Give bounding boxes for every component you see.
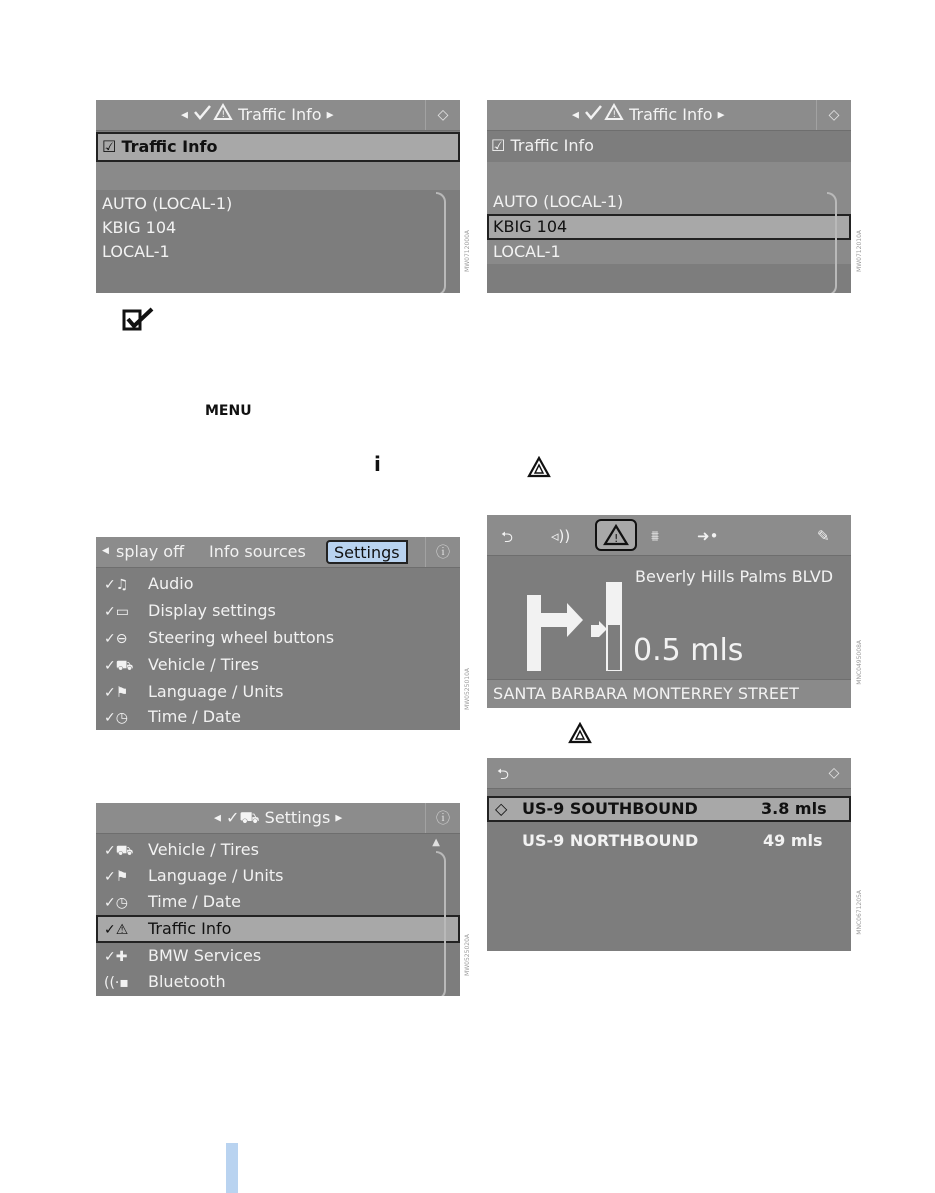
clock-icon: ✓◷ bbox=[104, 895, 128, 911]
menu-item-language-units[interactable] bbox=[96, 863, 460, 889]
left-arrow-icon[interactable]: ◀ bbox=[181, 110, 188, 121]
menu-item-label: Display settings bbox=[148, 601, 276, 620]
separator-band bbox=[487, 162, 851, 190]
guidance-toolbar bbox=[487, 515, 851, 556]
menu-item-language-units[interactable] bbox=[96, 678, 460, 705]
warning-triangle-icon bbox=[568, 722, 592, 748]
info-icon: i bbox=[374, 452, 381, 476]
traffic-info-screen-1 bbox=[96, 100, 460, 293]
audio-icon: ✓♫ bbox=[104, 577, 129, 593]
scroll-control-icon[interactable]: ◇ bbox=[816, 100, 851, 130]
menu-item-label: Bluetooth bbox=[148, 972, 226, 991]
separator-band bbox=[96, 162, 460, 190]
scroll-control-icon[interactable]: ◇ bbox=[425, 100, 460, 130]
menu-item-time-date[interactable] bbox=[96, 704, 460, 730]
traffic-info-screen-2 bbox=[487, 100, 851, 293]
services-icon: ✓✚ bbox=[104, 949, 128, 965]
list-item[interactable] bbox=[487, 190, 851, 214]
bluetooth-icon: ((·▪ bbox=[104, 975, 129, 991]
checkbox-checked-icon: ☑ bbox=[491, 136, 506, 155]
turn-arrow-graphic bbox=[517, 575, 627, 675]
traffic-info-toggle[interactable] bbox=[487, 132, 851, 162]
header-title-row bbox=[214, 803, 342, 833]
menu-item-label: Vehicle / Tires bbox=[148, 840, 259, 859]
menu-item-label: Traffic Info bbox=[148, 919, 232, 938]
list-item[interactable] bbox=[487, 240, 851, 264]
clock-icon: ✓◷ bbox=[104, 710, 128, 726]
list-item[interactable] bbox=[96, 240, 460, 264]
traffic-report-list-screen bbox=[487, 758, 851, 951]
screen-header bbox=[96, 100, 460, 131]
settings-list-screen bbox=[96, 803, 460, 996]
menu-item-steering-wheel[interactable] bbox=[96, 624, 460, 651]
settings-wrench-icon[interactable]: ✎ bbox=[817, 527, 830, 545]
traffic-report-row[interactable] bbox=[487, 828, 851, 854]
image-code-label: MNC0495008A bbox=[856, 640, 863, 685]
car-icon: ✓⛟ bbox=[104, 658, 134, 674]
tab-settings[interactable]: Settings bbox=[326, 540, 408, 564]
screen-header bbox=[487, 100, 851, 131]
tab-display-off[interactable]: splay off bbox=[116, 542, 185, 561]
right-arrow-icon[interactable]: ▶ bbox=[326, 110, 334, 121]
menu-item-label: Steering wheel buttons bbox=[148, 628, 335, 647]
flag-icon: ✓⚑ bbox=[104, 869, 129, 885]
page-edge-marker bbox=[226, 1143, 238, 1193]
traffic-info-label: Traffic Info bbox=[510, 136, 594, 155]
image-code-label: MW0712010A bbox=[856, 230, 863, 272]
report-distance: 3.8 mls bbox=[761, 799, 827, 818]
header-title: Traffic Info bbox=[629, 105, 713, 124]
left-arrow-icon[interactable]: ◀ bbox=[572, 110, 579, 121]
settings-menu-screen bbox=[96, 537, 460, 730]
list-item-label: KBIG 104 bbox=[493, 217, 568, 236]
screen-header bbox=[96, 803, 460, 834]
list-item-label: AUTO (LOCAL-1) bbox=[493, 192, 624, 211]
destination-icon[interactable]: ➜• bbox=[697, 527, 719, 545]
warning-triangle-icon bbox=[527, 456, 551, 482]
traffic-info-label: Traffic Info bbox=[121, 137, 218, 156]
car-icon: ✓⛟ bbox=[104, 843, 134, 859]
display-icon: ✓▭ bbox=[104, 604, 129, 620]
report-road-name: US-9 SOUTHBOUND bbox=[522, 799, 698, 818]
scroll-control-icon[interactable]: ◇ bbox=[828, 765, 840, 781]
checkbox-checked-icon bbox=[122, 307, 156, 337]
traffic-check-icon bbox=[193, 101, 233, 131]
scroll-arc bbox=[436, 851, 446, 996]
list-item-label: AUTO (LOCAL-1) bbox=[102, 194, 233, 213]
menu-item-display-settings[interactable] bbox=[96, 597, 460, 624]
menu-item-vehicle-tires[interactable] bbox=[96, 651, 460, 678]
svg-text:!: ! bbox=[612, 109, 617, 120]
right-arrow-icon[interactable]: ▶ bbox=[335, 813, 343, 824]
route-guidance-screen bbox=[487, 515, 851, 708]
back-icon[interactable]: ⮌ bbox=[497, 765, 510, 783]
menu-item-bmw-services[interactable] bbox=[96, 943, 460, 969]
report-road-name: US-9 NORTHBOUND bbox=[522, 831, 699, 850]
header-title-row bbox=[181, 100, 334, 130]
image-code-label: MW0525010A bbox=[464, 668, 471, 710]
next-street-name: SANTA BARBARA MONTERREY STREET bbox=[493, 684, 799, 703]
left-arrow-icon[interactable]: ◀ bbox=[102, 546, 109, 556]
tab-info-sources[interactable]: Info sources bbox=[209, 542, 306, 561]
scroll-arc bbox=[827, 192, 837, 293]
diamond-marker-icon: ◇ bbox=[495, 799, 508, 818]
menu-button-label: MENU bbox=[205, 403, 252, 419]
highway-icon[interactable]: ⩩ bbox=[651, 527, 660, 545]
header-title: Settings bbox=[264, 808, 331, 827]
image-code-label: MW0712000A bbox=[464, 230, 471, 272]
traffic-report-row-selected[interactable] bbox=[487, 796, 851, 822]
traffic-warning-icon: ✓⚠ bbox=[104, 922, 129, 938]
steering-wheel-icon: ✓⊖ bbox=[104, 631, 128, 647]
screen-header bbox=[96, 537, 460, 568]
menu-item-label: Language / Units bbox=[148, 682, 284, 701]
image-code-label: MW0525020A bbox=[464, 934, 471, 976]
menu-item-audio[interactable] bbox=[96, 570, 460, 597]
info-corner-icon[interactable]: ⓘ bbox=[425, 803, 460, 833]
menu-item-label: Audio bbox=[148, 574, 194, 593]
screen-header bbox=[487, 758, 851, 789]
list-item-label: KBIG 104 bbox=[102, 218, 177, 237]
menu-item-bluetooth[interactable] bbox=[96, 969, 460, 995]
list-item-label: LOCAL-1 bbox=[493, 242, 561, 261]
next-street-bar bbox=[487, 679, 851, 708]
list-item[interactable] bbox=[96, 216, 460, 240]
flag-icon: ✓⚑ bbox=[104, 685, 129, 701]
warning-triangle-icon bbox=[603, 524, 629, 546]
menu-item-vehicle-tires[interactable] bbox=[96, 837, 460, 863]
menu-item-label: Time / Date bbox=[148, 892, 241, 911]
checkbox-checked-icon: ☑ bbox=[102, 137, 117, 156]
traffic-info-toggle[interactable] bbox=[96, 132, 460, 162]
scroll-arc bbox=[436, 192, 446, 293]
menu-item-label: Time / Date bbox=[148, 707, 241, 726]
car-settings-icon: ✓⛟ bbox=[226, 808, 260, 827]
image-code-label: MNC0671205A bbox=[856, 890, 863, 935]
voice-icon[interactable]: ◃)) bbox=[551, 527, 571, 545]
distance-readout: 0.5 mls bbox=[633, 633, 744, 668]
street-name: Beverly Hills Palms BLVD bbox=[635, 567, 834, 586]
menu-item-traffic-info[interactable] bbox=[96, 915, 460, 943]
back-icon[interactable]: ⮌ bbox=[501, 528, 514, 546]
menu-item-time-date[interactable] bbox=[96, 889, 460, 915]
menu-item-label: Vehicle / Tires bbox=[148, 655, 259, 674]
traffic-warning-button[interactable] bbox=[595, 519, 637, 551]
svg-text:!: ! bbox=[614, 532, 619, 545]
scroll-up-icon[interactable]: ▲ bbox=[432, 837, 440, 848]
menu-item-label: Language / Units bbox=[148, 866, 284, 885]
list-item[interactable] bbox=[96, 192, 460, 216]
list-item-selected[interactable] bbox=[487, 214, 851, 240]
info-corner-icon[interactable]: ⓘ bbox=[425, 537, 460, 567]
header-title: Traffic Info bbox=[238, 105, 322, 124]
menu-item-label: BMW Services bbox=[148, 946, 262, 965]
traffic-check-icon bbox=[584, 101, 624, 131]
left-arrow-icon[interactable]: ◀ bbox=[214, 813, 221, 824]
right-arrow-icon[interactable]: ▶ bbox=[717, 110, 725, 121]
list-item-label: LOCAL-1 bbox=[102, 242, 170, 261]
header-title-row bbox=[572, 100, 725, 130]
svg-text:!: ! bbox=[221, 109, 226, 120]
report-distance: 49 mls bbox=[763, 831, 823, 850]
